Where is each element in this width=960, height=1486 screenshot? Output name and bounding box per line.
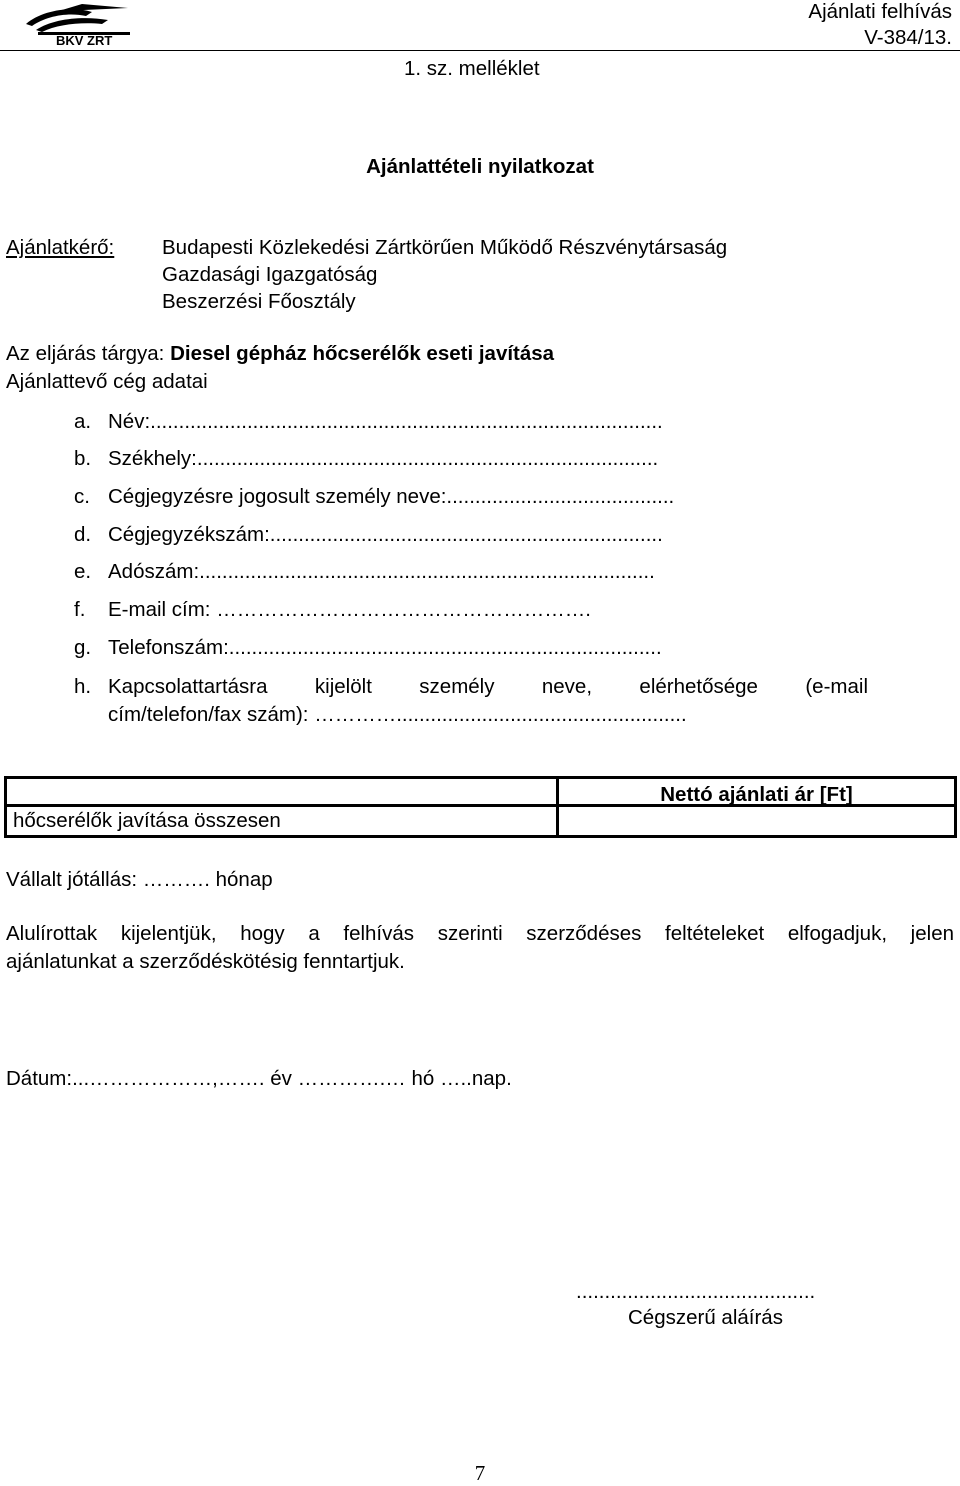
bidder-field-name[interactable]	[74, 410, 663, 434]
field-text: Adószám:................................................................................	[108, 560, 655, 583]
bidder-field-registry-number[interactable]	[74, 523, 663, 547]
bidder-field-tax-number[interactable]	[74, 560, 655, 584]
bidder-heading: Ajánlattevő cég adatai	[6, 370, 208, 393]
page-title: Ajánlattételi nyilatkozat	[366, 155, 594, 178]
declaration-line: ajánlatunkat a szerződéskötésig fenntartjuk.	[6, 950, 405, 973]
bkv-logo	[22, 2, 134, 46]
requester-label: Ajánlatkérő:	[6, 236, 115, 259]
field-text: Telefonszám:............................................................................	[108, 636, 662, 659]
bidder-field-contact[interactable]	[74, 675, 868, 699]
declaration-line: Alulírottak kijelentjük, hogy a felhívás szerinti szerződéses feltételeket elfogadjuk, jelen	[6, 922, 954, 945]
list-letter: h.	[74, 675, 92, 698]
doc-number: V-384/13.	[864, 26, 952, 49]
field-text: Székhely:.................................................................................	[108, 447, 659, 470]
net-price-input[interactable]	[559, 807, 954, 835]
subject-value: Diesel gépház hőcserélők eseti javítása	[170, 342, 555, 365]
table-cell-empty	[7, 779, 559, 807]
contact-field-line2[interactable]: cím/telefon/fax szám): …………...................................................	[108, 703, 687, 726]
list-letter: c.	[74, 485, 90, 508]
warranty-line[interactable]: Vállalt jótállás: ………. hónap	[6, 868, 273, 891]
date-line[interactable]: Dátum:...………………,……. év ………….… hó …..nap.	[6, 1067, 512, 1090]
net-price-header: Nettó ajánlati ár [Ft]	[559, 779, 954, 807]
bidder-field-email[interactable]	[74, 598, 591, 622]
requester-line: Gazdasági Igazgatóság	[162, 263, 378, 286]
bidder-field-seat[interactable]	[74, 447, 658, 471]
signature-label: Cégszerű aláírás	[628, 1306, 783, 1329]
bidder-field-phone[interactable]	[74, 636, 662, 660]
list-letter: f.	[74, 598, 86, 621]
field-text: Kapcsolattartásra kijelölt személy neve, elérhetősége (e-mail	[108, 675, 868, 698]
doc-type: Ajánlati felhívás	[808, 0, 952, 23]
field-text: Név:..........................................................................................	[108, 410, 663, 433]
header-divider	[0, 50, 960, 51]
requester-line: Budapesti Közlekedési Zártkörűen Működő Részvénytársaság	[162, 236, 728, 259]
repair-total-label: hőcserélők javítása összesen	[7, 807, 559, 835]
list-letter: b.	[74, 447, 92, 470]
bidder-field-signatory[interactable]	[74, 485, 674, 509]
logo-text: BKV ZRT	[56, 33, 113, 46]
requester-line: Beszerzési Főosztály	[162, 290, 356, 313]
subject-label: Az eljárás tárgya:	[6, 342, 171, 365]
procedure-subject	[6, 342, 554, 366]
field-text: Cégjegyzékszám:.....................................................................	[108, 523, 663, 546]
price-table	[4, 776, 957, 838]
annex-label: 1. sz. melléklet	[404, 57, 540, 80]
list-letter: a.	[74, 410, 92, 433]
field-text: E-mail cím: ……………………………………………….	[108, 598, 591, 621]
field-text: Cégjegyzésre jogosult személy neve:........................................	[108, 485, 675, 508]
list-letter: e.	[74, 560, 92, 583]
signature-dots[interactable]: ..........................................	[576, 1280, 816, 1303]
list-letter: g.	[74, 636, 92, 659]
list-letter: d.	[74, 523, 92, 546]
page-number: 7	[474, 1461, 486, 1485]
